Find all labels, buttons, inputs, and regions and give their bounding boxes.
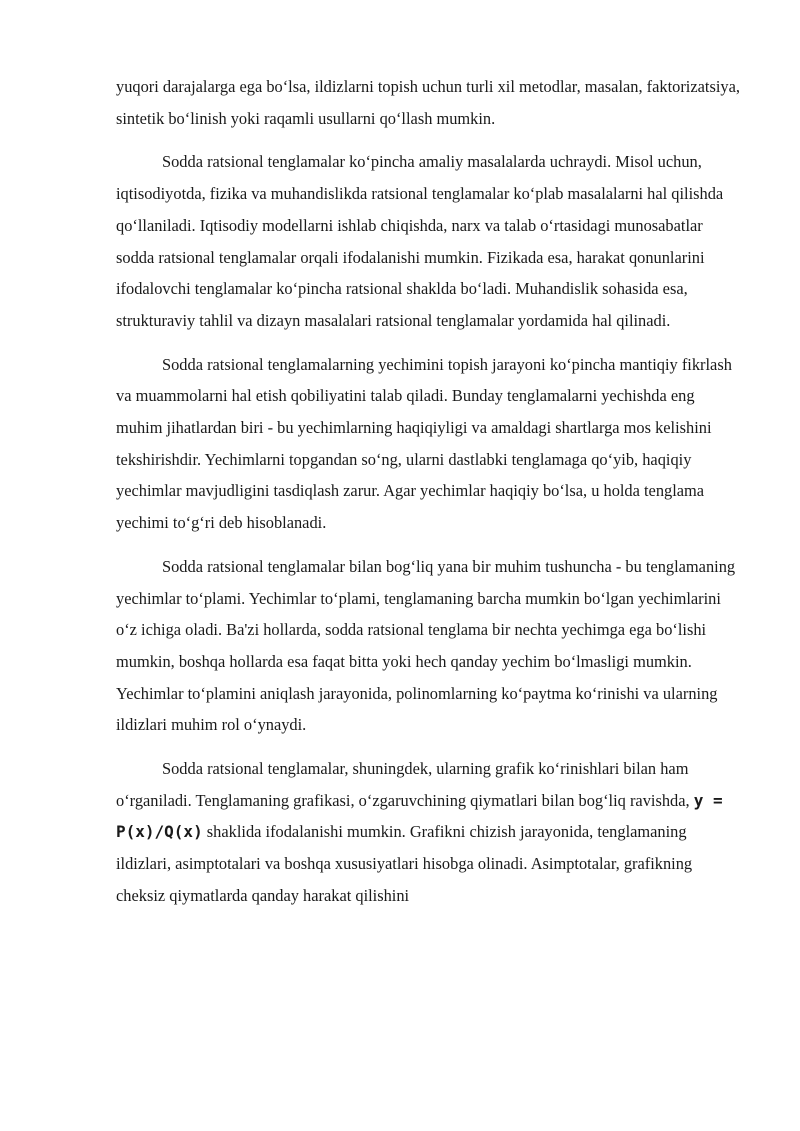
- paragraph-solving-process: Sodda ratsional tenglamalarning yechimini topish jarayoni ko‘pincha mantiqiy fikrlash va muammolarni hal etish qobiliyatini talab qiladi. Bunday tenglamalarni yechishda eng muhim jihatlardan biri - bu yechimlarning haqiqiyligi va amaldagi shartlarga mos kelishini tekshirishdir. Yechimlarni topgandan so‘ng, ularni dastlabki tenglamaga qo‘yib, haqiqiy yechimlar mavjudligini tasdiqlash zarur. Agar yechimlar haqiqiy bo‘lsa, u holda tenglama yechimi to‘g‘ri deb hisoblanadi.: [116, 354, 732, 533]
- paragraph-continuation: yuqori darajalarga ega bo‘lsa, ildizlarni topish uchun turli xil metodlar, masalan, faktorizatsiya, sintetik bo‘linish yoki raqamli usullarni qo‘llash mumkin.: [116, 77, 740, 128]
- paragraph-graphs-text-before: Sodda ratsional tenglamalar, shuningdek, ularning grafik ko‘rinishlari bilan ham o‘rganiladi. Tenglamaning grafikasi, o‘zgaruvchining qiymatlari bilan bog‘liq ravishda,: [116, 759, 694, 810]
- paragraph-applications: Sodda ratsional tenglamalar ko‘pincha amaliy masalalarda uchraydi. Misol uchun, iqtisodiyotda, fizika va muhandislikda ratsional tenglamalar ko‘plab masalalarni hal qilishda qo‘llaniladi. Iqtisodiy modellarni ishlab chiqishda, narx va talab o‘rtasidagi munosabatlar sodda ratsional tenglamalar orqali ifodalanishi mumkin. Fizikada esa, harakat qonunlarini ifodalovchi tenglamalar ko‘pincha ratsional shaklda bo‘ladi. Muhandislik sohasida esa, strukturaviy tahlil va dizayn masalalari ratsional tenglamalar yordamida hal qilinadi.: [116, 152, 724, 330]
- paragraph-solution-set: Sodda ratsional tenglamalar bilan bog‘liq yana bir muhim tushuncha - bu tenglamaning yechimlar to‘plami. Yechimlar to‘plami, tenglamaning barcha mumkin bo‘lgan yechimlarini o‘z ichiga oladi. Ba'zi hollarda, sodda ratsional tenglama bir nechta yechimga ega bo‘lishi mumkin, boshqa hollarda esa faqat bitta yoki hech qanday yechim bo‘lmasligi mumkin. Yechimlar to‘plamini aniqlash jarayonida, polinomlarning ko‘paytma ko‘rinishi va ularning ildizlari muhim rol o‘ynaydi.: [116, 556, 736, 735]
- rational-function-formula: y = P(x)/Q(x): [116, 790, 723, 842]
- paragraph-graphs: [116, 753, 744, 912]
- paragraph-graphs-text-after: shaklida ifodalanishi mumkin. Grafikni chizish jarayonida, tenglamaning ildizlari, asimptotalari va boshqa xususiyatlari hisobga olinadi. Asimptotalar, grafikning cheksiz qiymatlarda qanday harakat qilishini: [116, 822, 693, 905]
- document-body: [116, 71, 744, 924]
